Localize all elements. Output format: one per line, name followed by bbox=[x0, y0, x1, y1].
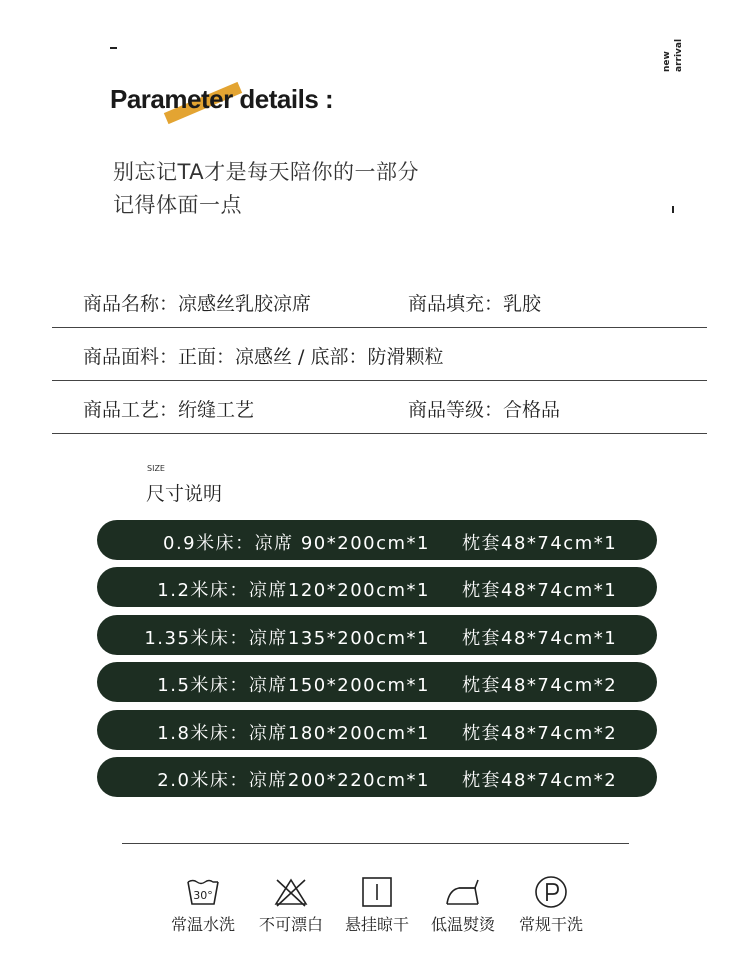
size-row-pillow: 枕套48*74cm*2 bbox=[462, 675, 618, 696]
param-row bbox=[52, 275, 707, 328]
care-item-low-iron bbox=[418, 874, 508, 936]
low-iron-icon bbox=[445, 874, 481, 910]
size-row-pillow: 枕套48*74cm*2 bbox=[462, 770, 618, 791]
decorative-dash bbox=[110, 47, 117, 49]
param-row bbox=[52, 328, 707, 381]
care-label: 低温熨烫 bbox=[430, 915, 495, 934]
care-item-wash bbox=[158, 874, 248, 936]
size-row bbox=[97, 757, 657, 797]
param-fabric: 商品面料：正面：凉感丝 / 底部：防滑颗粒 bbox=[83, 346, 444, 368]
hang-dry-icon bbox=[359, 874, 395, 910]
no-bleach-icon bbox=[273, 874, 309, 910]
size-row-pillow: 枕套48*74cm*2 bbox=[462, 723, 618, 744]
care-item-no-bleach bbox=[246, 874, 336, 936]
param-grade: 商品等级：合格品 bbox=[408, 399, 561, 421]
size-row bbox=[97, 615, 657, 655]
care-item-dry-clean bbox=[506, 874, 596, 936]
size-row bbox=[97, 520, 657, 560]
wash-temp-label: 30° bbox=[193, 889, 213, 902]
size-row bbox=[97, 567, 657, 607]
size-row bbox=[97, 710, 657, 750]
param-craft: 商品工艺：绗缝工艺 bbox=[83, 399, 255, 421]
param-row bbox=[52, 381, 707, 434]
size-row-bed: 1.2米床：凉席120*200cm*1 bbox=[157, 580, 430, 601]
size-section-title: 尺寸说明 bbox=[146, 483, 223, 505]
care-item-hang-dry bbox=[332, 874, 422, 936]
dry-clean-p-icon bbox=[533, 874, 569, 910]
size-row-bed: 1.8米床：凉席180*200cm*1 bbox=[157, 723, 430, 744]
size-row-pillow: 枕套48*74cm*1 bbox=[462, 628, 618, 649]
size-row-bed: 2.0米床：凉席200*220cm*1 bbox=[157, 770, 430, 791]
page-title: Parameter details : bbox=[110, 84, 334, 114]
size-tag: SIZE bbox=[147, 464, 165, 473]
decorative-tick bbox=[672, 206, 674, 213]
care-label: 常温水洗 bbox=[170, 915, 235, 934]
care-label: 悬挂晾干 bbox=[344, 915, 409, 934]
slogan-line-2: 记得体面一点 bbox=[113, 193, 242, 217]
size-row bbox=[97, 662, 657, 702]
size-row-pillow: 枕套48*74cm*1 bbox=[462, 580, 618, 601]
new-arrival-badge bbox=[650, 30, 690, 80]
badge-line-arrival: arrival bbox=[674, 38, 684, 72]
size-row-bed: 1.35米床：凉席135*200cm*1 bbox=[144, 628, 430, 649]
badge-line-new: new bbox=[662, 51, 672, 72]
param-product-name: 商品名称：凉感丝乳胶凉席 bbox=[83, 293, 312, 315]
param-filling: 商品填充：乳胶 bbox=[408, 293, 542, 315]
size-row-pillow: 枕套48*74cm*1 bbox=[462, 533, 618, 554]
size-row-bed: 0.9米床：凉席 90*200cm*1 bbox=[163, 533, 430, 554]
size-row-bed: 1.5米床：凉席150*200cm*1 bbox=[157, 675, 430, 696]
care-label: 不可漂白 bbox=[258, 915, 323, 934]
slogan-line-1: 别忘记TA才是每天陪你的一部分 bbox=[113, 160, 420, 184]
section-divider bbox=[122, 843, 629, 844]
wash-30-icon bbox=[185, 874, 221, 910]
care-label: 常规干洗 bbox=[518, 915, 583, 934]
